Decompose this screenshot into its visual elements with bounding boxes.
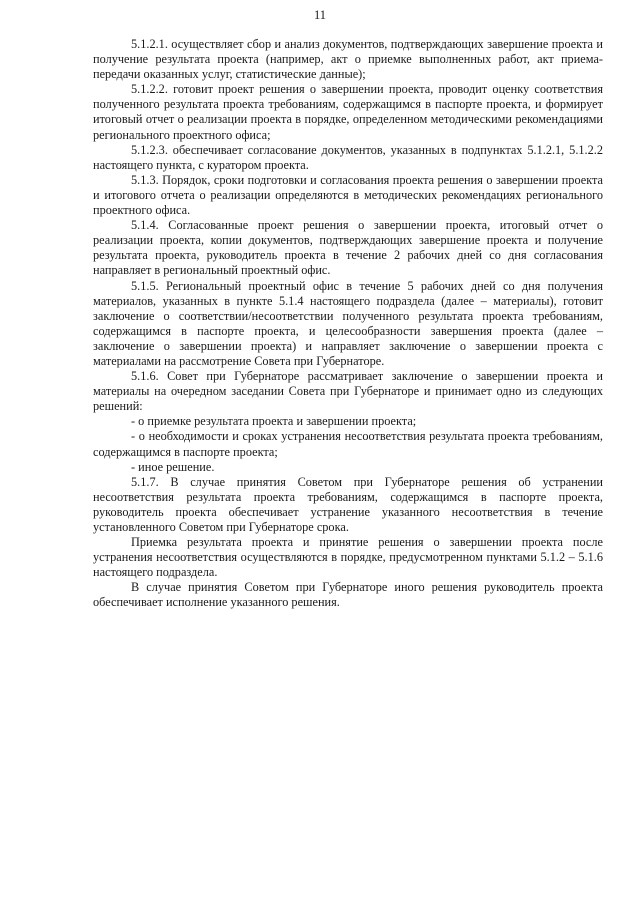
paragraph-5-1-6: 5.1.6. Совет при Губернаторе рассматривает заключение о завершении проекта и материалы на очередном заседании Совета при Губернаторе и принимает одно из следующих решений: — [93, 369, 603, 414]
document-body — [93, 37, 603, 611]
paragraph-5-1-2-3: 5.1.2.3. обеспечивает согласование документов, указанных в подпунктах 5.1.2.1, 5.1.2.2 настоящего пункта, с куратором проекта. — [93, 142, 603, 172]
list-item-decision-fix: - о необходимости и сроках устранения несоответствия результата проекта требованиям, содержащимся в паспорте проекта; — [93, 429, 603, 459]
paragraph-5-1-7: 5.1.7. В случае принятия Советом при Губернаторе решения об устранении несоответствия результата проекта требованиям, содержащимся в паспорте проекта, руководитель проекта обеспечивает устранение указанного несоответствия в течение установленного Советом при Губернаторе срока. — [93, 474, 603, 534]
paragraph-5-1-4: 5.1.4. Согласованные проект решения о завершении проекта, итоговый отчет о реализации проекта, копии документов, подтверждающих завершение проекта и получение результата проекта, руководитель проекта в течение 2 рабочих дней со дня согласования направляет в региональный проектный офис. — [93, 218, 603, 278]
paragraph-5-1-2-2: 5.1.2.2. готовит проект решения о завершении проекта, проводит оценку соответствия полученного результата проекта требованиям, содержащимся в паспорте проекта, и формирует итоговый отчет о реализации проекта в порядке, определенном методическими рекомендациями регионального проектного офиса; — [93, 82, 603, 142]
paragraph-5-1-3: 5.1.3. Порядок, сроки подготовки и согласования проекта решения о завершении проекта и итогового отчета о реализации определяются в методических рекомендациях регионального проектного офиса. — [93, 172, 603, 218]
paragraph-acceptance: Приемка результата проекта и принятие решения о завершении проекта после устранения несоответствия осуществляются в порядке, предусмотренном пунктами 5.1.2 – 5.1.6 настоящего подраздела. — [93, 535, 603, 580]
paragraph-other-decision: В случае принятия Советом при Губернаторе иного решения руководитель проекта обеспечивает исполнение указанного решения. — [93, 580, 603, 610]
paragraph-5-1-2-1: 5.1.2.1. осуществляет сбор и анализ документов, подтверждающих завершение проекта и получение результата проекта (например, акт о приемке выполненных работ, акт приема-передачи оказанных услуг, статистические данные); — [93, 37, 603, 82]
list-item-decision-other: - иное решение. — [131, 459, 215, 474]
list-item-decision-accept: - о приемке результата проекта и завершении проекта; — [131, 414, 417, 429]
paragraph-5-1-5: 5.1.5. Региональный проектный офис в течение 5 рабочих дней со дня получения материалов, указанных в пункте 5.1.4 настоящего подраздела (далее – материалы), готовит заключение о соответствии/несоответствии полученного результата проекта требованиям, содержащимся в паспорте проекта, и целесообразности завершения проекта (далее – заключение о завершении проекта) и направляет заключение о завершении проекта с материалами на рассмотрение Совета при Губернаторе. — [93, 278, 603, 368]
page-number: 11 — [313, 8, 327, 22]
